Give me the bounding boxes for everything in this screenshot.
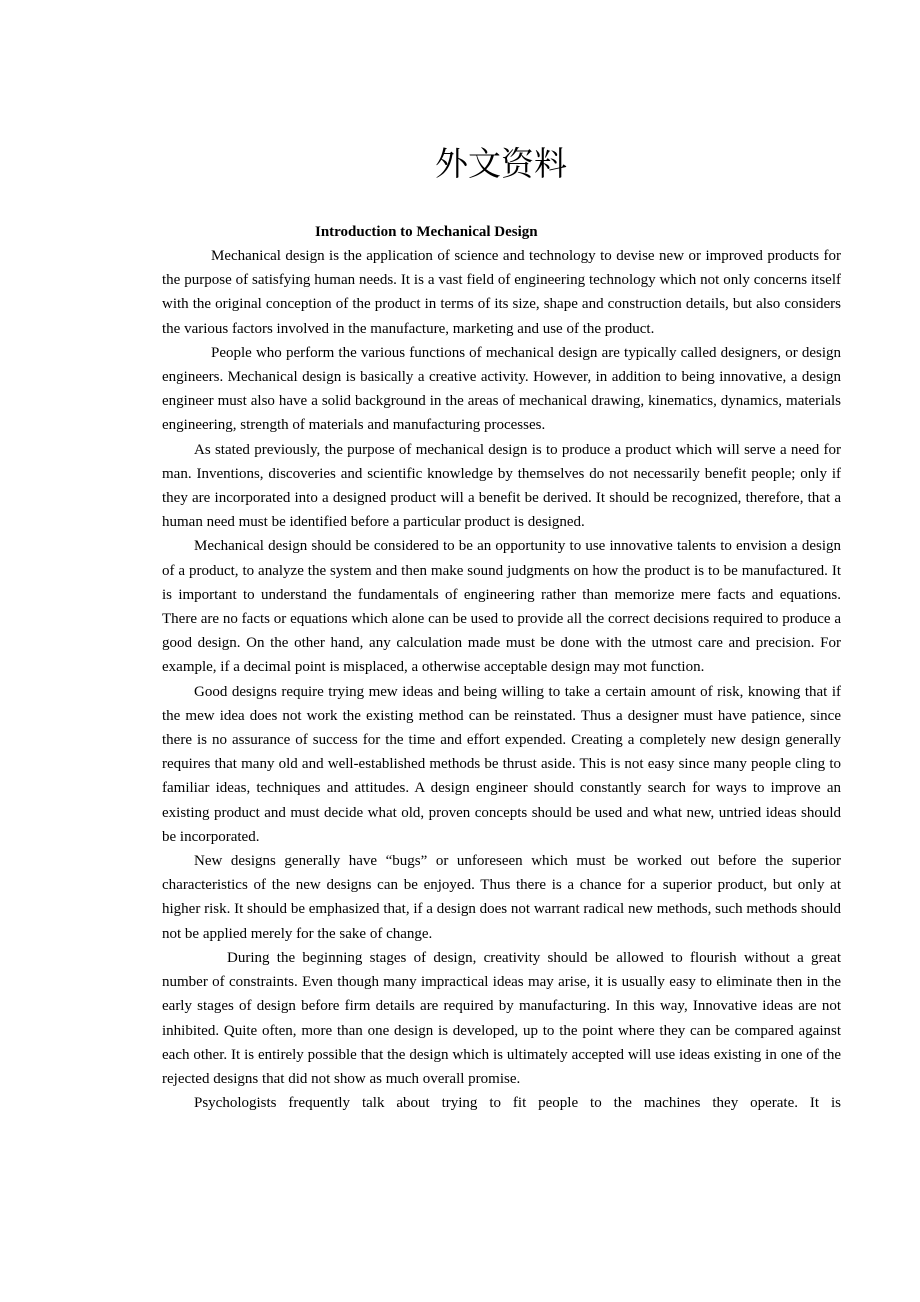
paragraph-4: Mechanical design should be considered to be an opportunity to use innovative talents to envision a design of a product, to analyze the system and then make sound judgments on how the product is to be manufactured. It is important to understand the fundamentals of engineering rather than memorize mere facts and equations. There are no facts or equations which alone can be used to provide all the correct decisions required to produce a good design. On the other hand, any calculation made must be done with the utmost care and precision. For example, if a decimal point is misplaced, a otherwise acceptable design may mot function. [162,538,841,676]
paragraph-8: Psychologists frequently talk about trying to fit people to the machines they operate. It is [194,1095,841,1112]
paragraph-6: New designs generally have “bugs” or unforeseen which must be worked out before the superior characteristics of the new designs can be enjoyed. Thus there is a chance for a superior product, but only at higher risk. It should be emphasized that, if a design does not warrant radical new methods, such methods should not be applied merely for the sake of change. [162,853,841,942]
paragraph-7: During the beginning stages of design, creativity should be allowed to flourish without a great number of constraints. Even though many impractical ideas may arise, it is usually easy to eliminate then in the early stages of design before firm details are required by manufacturing. In this way, Innovative ideas are not inhibited. Quite often, more than one design is developed, up to the point where they can be compared against each other. It is entirely possible that the design which is ultimately accepted will use ideas existing in one of the rejected designs that did not show as much overall promise. [162,949,841,1087]
paragraph-2: People who perform the various functions of mechanical design are typically called designers, or design engineers. Mechanical design is basically a creative activity. However, in addition to being innovative, a design engineer must also have a solid background in the areas of mechanical drawing, kinematics, dynamics, materials engineering, strength of materials and manufacturing processes. [162,344,841,434]
paragraph-3: As stated previously, the purpose of mechanical design is to produce a product which will serve a need for man. Inventions, discoveries and scientific knowledge by themselves do not necessarily benefit people; only if they are incorporated into a designed product will a benefit be derived. It should be recognized, therefore, that a human need must be identified before a particular product is designed. [162,441,841,531]
page-title: 外文资料 [435,144,567,183]
article-body [162,221,841,1115]
paragraph-5: Good designs require trying mew ideas and being willing to take a certain amount of risk, knowing that if the mew idea does not work the existing method can be reinstated. Thus a designer must have patience, since there is no assurance of success for the time and effort expended. Creating a completely new design generally requires that many old and well-established methods be thrust aside. This is not easy since many people cling to familiar ideas, techniques and attitudes. A design engineer should constantly search for ways to improve an existing product and must decide what old, proven concepts should be used and what new, untried ideas should be incorporated. [162,683,841,845]
article-title: Introduction to Mechanical Design [315,224,538,240]
paragraph-1: Mechanical design is the application of science and technology to devise new or improved products for the purpose of satisfying human needs. It is a vast field of engineering technology which not only concerns itself with the original conception of the product in terms of its size, shape and construction details, but also considers the various factors involved in the manufacture, marketing and use of the product. [162,248,841,337]
